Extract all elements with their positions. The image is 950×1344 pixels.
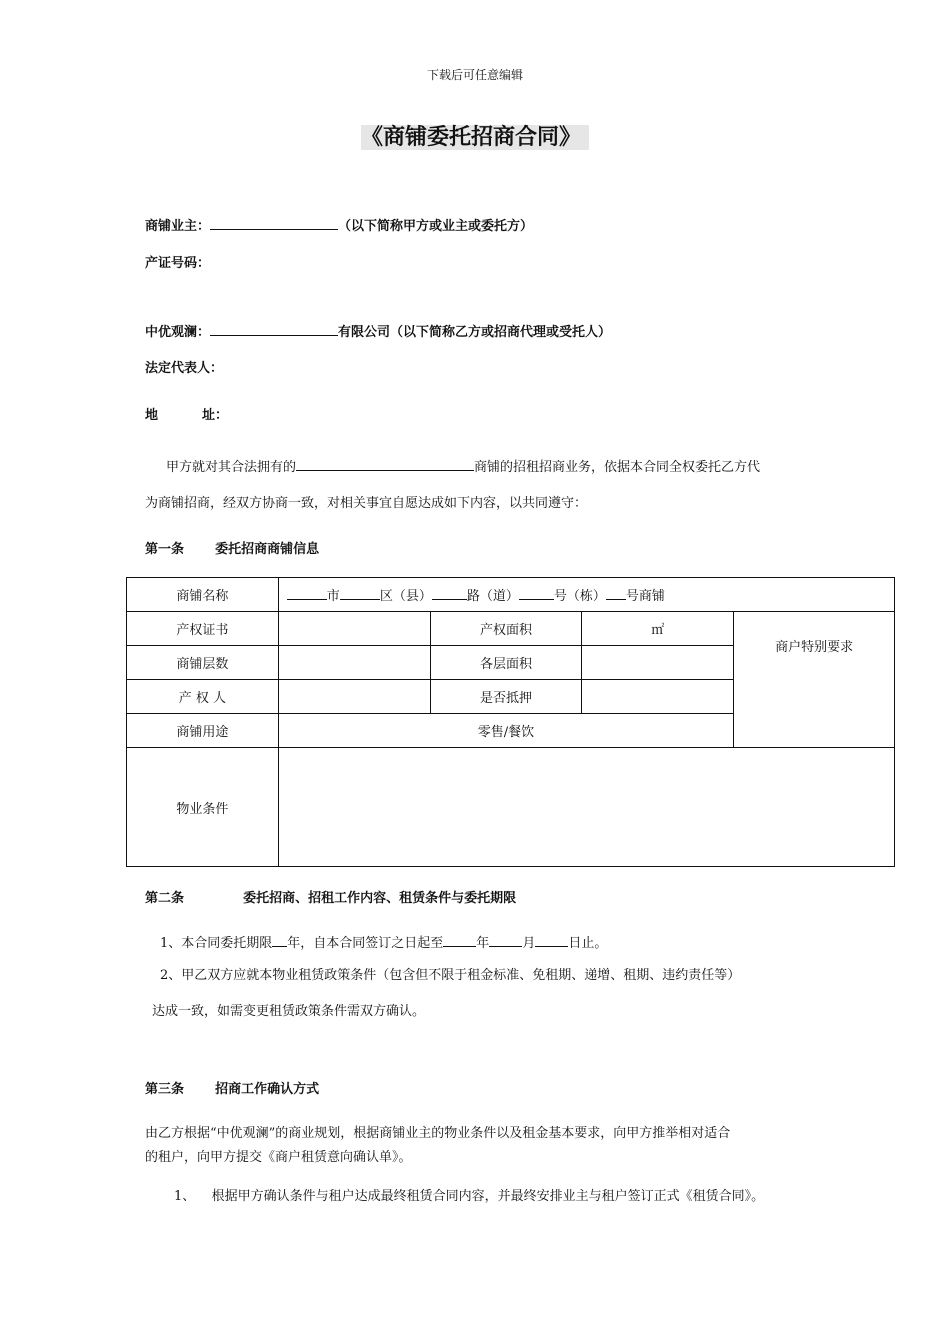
cert-number-label: 产证号码： xyxy=(145,256,211,271)
city-blank[interactable] xyxy=(287,587,327,600)
cert-value[interactable] xyxy=(278,612,430,646)
item1-text-d: 月 xyxy=(522,936,536,951)
usage-value[interactable]: 零售/餐饮 xyxy=(278,714,733,748)
addr-city: 市 xyxy=(326,589,340,604)
article2-item1 xyxy=(160,932,607,951)
area-label: 产权面积 xyxy=(430,612,582,646)
party-a-suffix: （以下简称甲方或业主或委托方） xyxy=(338,219,534,234)
end-day-blank[interactable] xyxy=(535,933,568,947)
floors-value[interactable] xyxy=(278,646,430,680)
article2-num: 第二条 xyxy=(145,891,185,906)
article3-item1-text: 根据甲方确认条件与租户达成最终租赁合同内容，并最终安排业主与租户签订正式《租赁合同》。 xyxy=(211,1189,765,1204)
addr-district: 区（县） xyxy=(379,589,432,604)
article3-heading xyxy=(145,1078,319,1097)
party-a-line xyxy=(145,215,533,234)
article3-item1-num: 1、 xyxy=(174,1189,196,1204)
usage-label: 商铺用途 xyxy=(127,714,279,748)
article2-item2-line1: 2、甲乙双方应就本物业租赁政策条件（包含但不限于租金标准、免租期、递增、租期、违约责任等） xyxy=(160,968,741,983)
addr-road: 路（道） xyxy=(466,589,519,604)
title-text: 《商铺委托招商合同》 xyxy=(361,125,589,150)
address-label-2: 址： xyxy=(202,408,229,423)
intro-line-2: 为商铺招商，经双方协商一致，对相关事宜自愿达成如下内容，以共同遵守： xyxy=(145,496,588,511)
building-blank[interactable] xyxy=(519,587,554,600)
shop-no-blank[interactable] xyxy=(606,587,626,600)
item1-text-e: 日止。 xyxy=(568,936,608,951)
item1-text-b: 年，自本合同签订之日起至 xyxy=(287,936,444,951)
floor-area-value[interactable] xyxy=(582,646,734,680)
term-years-blank[interactable] xyxy=(272,933,287,947)
floor-area-label: 各层面积 xyxy=(430,646,582,680)
area-unit[interactable]: ㎡ xyxy=(582,612,734,646)
conditions-label: 物业条件 xyxy=(127,748,279,867)
article3-para-line2: 的租户，向甲方提交《商户租赁意向确认单》。 xyxy=(145,1150,412,1165)
item1-text-c: 年 xyxy=(476,936,490,951)
owner-label: 产 权 人 xyxy=(127,680,279,714)
document-title xyxy=(0,120,950,151)
intro-blank[interactable] xyxy=(296,457,474,471)
article1-title: 委托招商商铺信息 xyxy=(215,542,320,557)
article3-num: 第三条 xyxy=(145,1082,185,1097)
table-row xyxy=(127,612,895,646)
shop-info-table xyxy=(126,577,895,867)
floors-label: 商铺层数 xyxy=(127,646,279,680)
shop-address-cell xyxy=(278,578,894,612)
mortgage-value[interactable] xyxy=(582,680,734,714)
party-a-blank[interactable] xyxy=(210,216,338,230)
article2-item2-line2: 达成一致，如需变更租赁政策条件需双方确认。 xyxy=(152,1004,426,1019)
table-row xyxy=(127,748,895,867)
owner-value[interactable] xyxy=(278,680,430,714)
article3-para-line1: 由乙方根据“中优观澜”的商业规划，根据商铺业主的物业条件以及租金基本要求，向甲方推举相对适合 xyxy=(145,1126,731,1141)
cert-label: 产权证书 xyxy=(127,612,279,646)
party-b-label: 中优观澜： xyxy=(145,325,211,340)
header-note: 下载后可任意编辑 xyxy=(426,68,523,82)
shop-name-label: 商铺名称 xyxy=(127,578,279,612)
end-year-blank[interactable] xyxy=(443,933,476,947)
party-a-label: 商铺业主： xyxy=(145,219,211,234)
party-b-line xyxy=(145,321,611,340)
district-blank[interactable] xyxy=(340,587,380,600)
legal-rep-label: 法定代表人： xyxy=(145,361,224,376)
party-b-blank[interactable] xyxy=(210,322,338,336)
intro-text-b: 商铺的招租招商业务，依据本合同全权委托乙方代 xyxy=(474,460,761,475)
address-label-1: 地 xyxy=(145,408,159,423)
article2-heading xyxy=(145,887,516,906)
intro-line-1 xyxy=(166,456,760,475)
addr-shop: 号商铺 xyxy=(625,589,665,604)
conditions-value[interactable] xyxy=(278,748,894,867)
end-month-blank[interactable] xyxy=(489,933,522,947)
item1-text-a: 1、本合同委托期限 xyxy=(160,936,273,951)
addr-building: 号（栋） xyxy=(553,589,606,604)
article2-title: 委托招商、招租工作内容、租赁条件与委托期限 xyxy=(243,891,517,906)
article1-heading xyxy=(145,538,319,557)
road-blank[interactable] xyxy=(432,587,467,600)
special-requirements: 商户特别要求 xyxy=(734,612,895,748)
article3-item1 xyxy=(174,1185,764,1204)
mortgage-label: 是否抵押 xyxy=(430,680,582,714)
intro-text-a: 甲方就对其合法拥有的 xyxy=(166,460,297,475)
party-b-suffix: 有限公司（以下简称乙方或招商代理或受托人） xyxy=(338,325,612,340)
article1-num: 第一条 xyxy=(145,542,185,557)
article3-title: 招商工作确认方式 xyxy=(215,1082,320,1097)
table-row xyxy=(127,578,895,612)
